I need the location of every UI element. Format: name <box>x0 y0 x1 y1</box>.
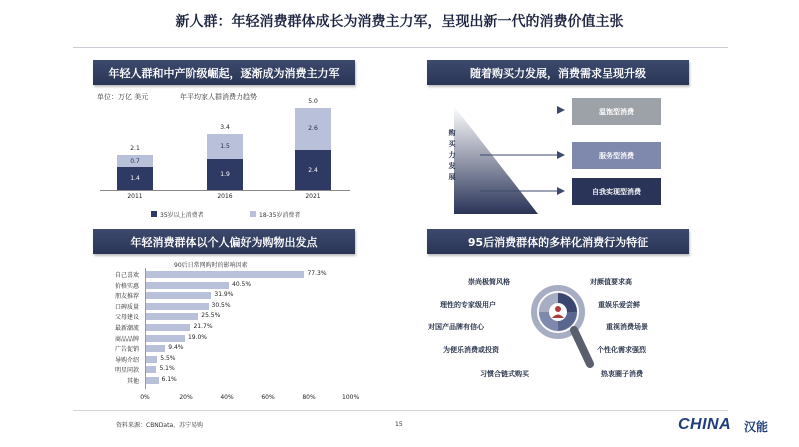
behavior-consumption-scene: 重视消费场景 <box>606 323 648 331</box>
behavior-minimalism: 崇尚极简风格 <box>468 278 510 286</box>
demand-arrows <box>480 100 580 200</box>
panel-banner-personal-preference: 年轻消费群体以个人偏好为购物出发点 <box>93 229 355 254</box>
x-tick-2021: 2021 <box>305 193 321 200</box>
category-label: 口碑质量 <box>114 303 139 311</box>
page-title: 新人群：年轻消费群体成长为消费主力军，呈现出新一代的消费价值主张 <box>175 14 624 30</box>
category-label: 导购介绍 <box>114 356 139 364</box>
x-tick: 40% <box>220 393 234 401</box>
china-logo: CHINA <box>678 416 732 433</box>
hbar-value: 19.0% <box>187 333 207 341</box>
bar-total-2011: 2.1 <box>130 145 140 153</box>
category-label: 明星同款 <box>114 367 139 375</box>
hbar-value: 25.5% <box>201 312 221 320</box>
hbar <box>146 292 211 299</box>
hbar-value: 6.1% <box>161 376 177 383</box>
china-logo-cn: 汉能 <box>744 420 769 434</box>
bar-segment-2011-35plus: 1.4 <box>117 167 153 190</box>
hbar-value: 9.4% <box>168 344 184 352</box>
behavior-entertainment-novelty: 重娱乐爱尝鲜 <box>598 301 640 309</box>
x-tick: 80% <box>302 393 316 401</box>
panel-banner-consumer-power: 年轻人群和中产阶级崛起，逐渐成为消费主力军 <box>93 60 355 85</box>
hbar <box>146 335 185 342</box>
chart2-title: 90后日常网购时的影响因素 <box>174 262 248 269</box>
hbar-value: 5.1% <box>159 365 175 373</box>
bar-segment-2016-35plus: 1.9 <box>207 159 243 190</box>
hbar-value: 21.7% <box>193 323 213 330</box>
behavior-chain-purchase: 习惯合链式购买 <box>480 370 529 378</box>
magnifier-icon <box>528 282 598 382</box>
behavior-personalization: 个性化需求强烈 <box>597 346 646 354</box>
category-label: 价格实惠 <box>114 282 139 290</box>
hbar <box>146 313 198 320</box>
chart1-x-axis <box>100 190 350 191</box>
demand-level-self-actualization: 自我实现型消费 <box>572 178 661 205</box>
hbar <box>146 282 229 289</box>
behavior-rational-expert: 理性的专家级用户 <box>440 301 496 309</box>
hbar <box>146 356 157 363</box>
footer-source: 资料来源：CBNData、苏宁易购 <box>116 422 204 429</box>
legend-label-18-35: 18-35岁消费者 <box>259 212 301 219</box>
chart1-unit: 单位：万亿 美元 <box>97 93 149 101</box>
category-label: 朋友推荐 <box>114 293 139 301</box>
bar-segment-2011-18-35: 0.7 <box>117 155 153 167</box>
x-tick: 20% <box>179 393 193 401</box>
hbar <box>146 303 209 310</box>
bar-segment-2021-35plus: 2.4 <box>295 150 331 190</box>
category-label: 其他 <box>126 378 139 385</box>
hbar <box>146 271 304 278</box>
behavior-convenience-investment: 为便乐消费或投资 <box>443 346 499 354</box>
behavior-circle-consumption: 热衷圈子消费 <box>601 370 643 378</box>
x-tick-2011: 2011 <box>127 193 143 200</box>
footer-divider <box>73 410 728 411</box>
x-tick: 100% <box>342 393 360 401</box>
legend-swatch-18-35 <box>250 211 256 217</box>
page-number: 15 <box>395 421 403 428</box>
hbar-value: 40.5% <box>232 280 252 288</box>
bar-segment-2021-18-35: 2.6 <box>295 108 331 151</box>
bar-total-2021: 5.0 <box>308 97 318 105</box>
chart1-subtitle: 年平均家人群消费力趋势 <box>180 93 257 101</box>
hbar-value: 30.5% <box>211 301 231 309</box>
hbar-value: 31.9% <box>214 291 234 299</box>
x-tick: 60% <box>261 393 275 401</box>
category-label: 商品品牌 <box>114 335 139 343</box>
behavior-domestic-brand-confidence: 对国产品牌有信心 <box>428 323 484 331</box>
hbar-value: 5.5% <box>160 354 176 362</box>
hbar <box>146 324 190 331</box>
behavior-appearance: 对颜值要求高 <box>590 278 632 286</box>
title-divider <box>73 47 728 48</box>
panel-banner-95s-behaviors: 95后消费群体的多样化消费行为特征 <box>427 229 689 254</box>
bar-segment-2016-18-35: 1.5 <box>207 134 243 159</box>
purchasing-power-label: 购买力发展 <box>448 129 456 181</box>
legend-label-35plus: 35岁以上消费者 <box>160 212 204 219</box>
bar-total-2016: 3.4 <box>220 123 230 131</box>
horizontal-bar-chart <box>90 268 365 408</box>
demand-level-service: 服务型消费 <box>572 142 661 169</box>
hbar <box>146 377 159 384</box>
legend-swatch-35plus <box>151 211 157 217</box>
demand-level-subsistence: 温饱型消费 <box>572 98 661 125</box>
category-label: 广告促销 <box>114 346 139 354</box>
x-tick-2016: 2016 <box>217 193 233 200</box>
x-tick: 0% <box>140 393 150 401</box>
hbar <box>146 366 156 373</box>
category-label: 最新潮流 <box>114 325 139 332</box>
hbar-value: 77.3% <box>307 270 327 277</box>
panel-banner-demand-upgrade: 随着购买力发展，消费需求呈现升级 <box>427 60 689 85</box>
hbar <box>146 345 165 352</box>
category-label: 自己喜欢 <box>114 272 139 279</box>
category-label: 父母建议 <box>114 314 139 322</box>
